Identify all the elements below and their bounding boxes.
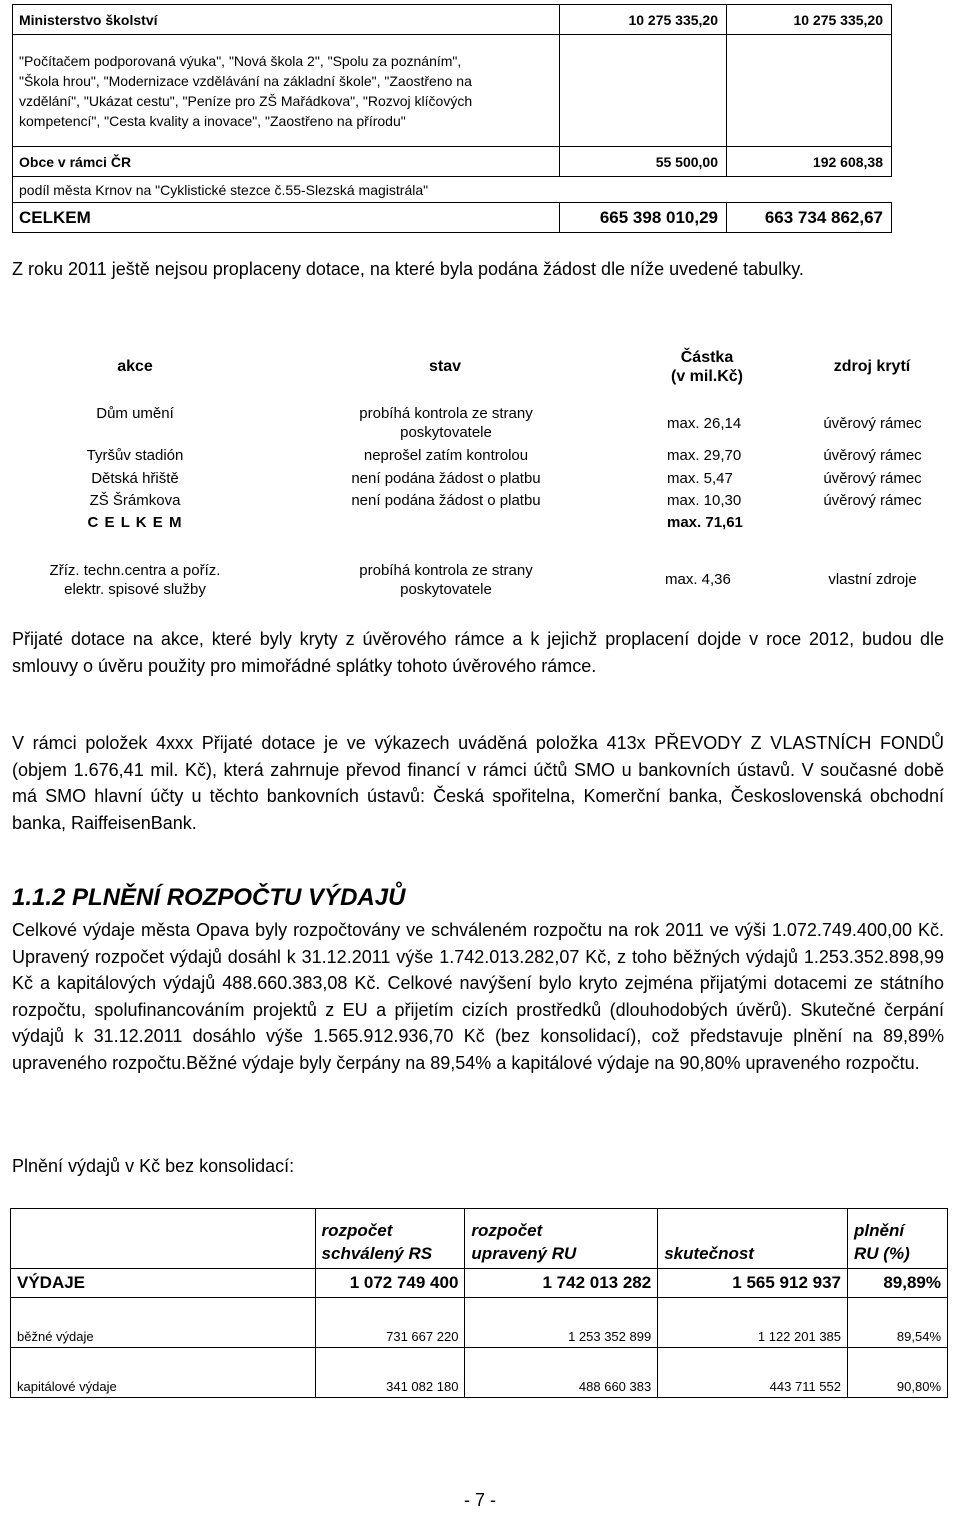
row-stav-line1: probíhá kontrola ze strany [359,405,533,422]
header-plneni-line2: RU (%) [854,1244,910,1263]
row-skutecnost: 1 122 201 385 [658,1298,848,1348]
header-empty [11,1209,316,1269]
row-akce: Dětská hřiště [91,470,179,487]
extra-akce [40,561,230,599]
page-number: - 7 - [463,1490,496,1510]
header-stav: stav [428,358,462,375]
programs-list: "Počítačem podporovaná výuka", "Nová škola 2", "Spolu za poznáním", "Škola hrou", "Modernizace vzdělávání na základní škole", "Zaostřeno na vzdělání", "Ukázat cestu", "Peníze pro ZŠ Mařádkova", "Rozvoj klíčových kompetencí", "Cesta kvality a inovace", "Zaostřeno na přírodu" [19,52,473,129]
section-heading: 1.1.2 PLNĚNÍ ROZPOČTU VÝDAJŮ [12,884,406,911]
row-upraveny: 488 660 383 [465,1348,658,1398]
row-zdroj: úvěrový rámec [823,415,922,432]
row-akce: Tyršův stadión [86,447,184,464]
extra-castka: max. 4,36 [665,571,731,588]
row-label: VÝDAJE [11,1269,316,1298]
table-row [13,35,892,147]
row-castka: max. 29,70 [667,447,742,464]
row-skutecnost: 443 711 552 [658,1348,848,1398]
extra-zdroj: vlastní zdroje [828,571,917,588]
row-castka: max. 10,30 [667,492,742,509]
extra-akce-line1: Zříz. techn.centra a poříz. [49,562,221,579]
header-upraveny-line2: upravený RU [471,1244,577,1263]
row-value-2: 192 608,38 [727,147,892,177]
table-row [11,1269,948,1298]
row-plneni: 89,54% [848,1298,948,1348]
row-castka: max. 26,14 [667,415,742,432]
row-label: běžné výdaje [11,1298,316,1348]
extra-stav [318,561,574,599]
table-caption: Plnění výdajů v Kč bez konsolidací: [12,1156,295,1176]
row-plneni: 89,89% [848,1269,948,1298]
table-row [13,203,892,233]
header-schvaleny-line1: rozpočet [321,1221,393,1240]
row-upraveny: 1 253 352 899 [465,1298,658,1348]
row-stav [318,404,574,442]
row-label: Obce v rámci ČR [13,147,560,177]
header-skutecnost [658,1209,848,1269]
extra-akce-line2: elektr. spisové služby [64,581,206,598]
row-value-1: 55 500,00 [560,147,727,177]
table-row [13,5,892,35]
header-plneni-line1: plnění [854,1221,905,1240]
expenditure-table [10,1208,948,1398]
table-row [13,177,892,203]
row-stav: není podána žádost o platbu [351,470,541,487]
row-schvaleny: 341 082 180 [315,1348,465,1398]
row-upraveny: 1 742 013 282 [465,1269,658,1298]
header-castka-line2: (v mil.Kč) [670,368,743,385]
row-label [13,35,560,147]
row-value-2 [727,35,892,147]
row-schvaleny: 731 667 220 [315,1298,465,1348]
header-row [11,1209,948,1269]
header-castka [652,348,762,386]
row-zdroj: úvěrový rámec [823,492,922,509]
table-row [11,1298,948,1348]
row-schvaleny: 1 072 749 400 [315,1269,465,1298]
header-castka-line1: Částka [680,349,734,366]
row-label: CELKEM [13,203,560,233]
total-castka: max. 71,61 [667,514,743,531]
row-value-2: 10 275 335,20 [727,5,892,35]
income-summary-table [12,4,892,233]
row-stav-line2: poskytovatele [400,424,492,441]
row-skutecnost: 1 565 912 937 [658,1269,848,1298]
row-label: Ministerstvo školství [13,5,560,35]
table-row [11,1348,948,1398]
header-zdroj: zdroj krytí [833,358,911,375]
row-zdroj: úvěrový rámec [823,470,922,487]
header-schvaleny [315,1209,465,1269]
row-akce: Dům umění [96,405,174,422]
row-castka: max. 5,47 [667,470,733,487]
extra-stav-line1: probíhá kontrola ze strany [359,562,533,579]
row-stav: neprošel zatím kontrolou [363,447,529,464]
row-akce: ZŠ Šrámkova [89,492,181,509]
intro-text: Z roku 2011 ještě nejsou proplaceny dotace, na které byla podána žádost dle níže uvedené tabulky. [12,259,804,279]
header-schvaleny-line2: schválený RS [321,1244,433,1263]
row-zdroj: úvěrový rámec [823,447,922,464]
row-value-2: 663 734 862,67 [727,203,892,233]
paragraph-credit: Přijaté dotace na akce, které byly kryty z úvěrového rámce a k jejichž proplacení dojde v roce 2012, budou dle smlouvy o úvěru použity pro mimořádné splátky tohoto úvěrového rámce. [12,629,944,676]
header-skutecnost-text: skutečnost [664,1244,754,1263]
header-upraveny [465,1209,658,1269]
row-label: podíl města Krnov na "Cyklistické stezce č.55-Slezská magistrála" [13,177,892,203]
header-upraveny-line1: rozpočet [471,1221,543,1240]
paragraph-expenditures: Celkové výdaje města Opava byly rozpočtovány ve schváleném rozpočtu na rok 2011 ve výši 1.072.749.400,00 Kč. Upravený rozpočet výdajů dosáhl k 31.12.2011 výše 1.742.013.282,07 Kč, z toho běžných výdajů 1.253.352.898,99 Kč a kapitálových výdajů 488.660.383,08 Kč. Celkové navýšení bylo kryto zejména přijatými dotacemi ze státního rozpočtu, spolufinancováním projektů z EU a přijetím cizích prostředků (dlouhodobých úvěrů). Skutečné čerpání výdajů k 31.12.2011 dosáhlo výše 1.565.912.936,70 Kč (bez konsolidací), což představuje plnění na 89,89% upraveného rozpočtu.Běžné výdaje byly čerpány na 89,54% a kapitálové výdaje na 90,80% upraveného rozpočtu. [12,920,944,1073]
row-value-1: 10 275 335,20 [560,5,727,35]
row-stav: není podána žádost o platbu [351,492,541,509]
table-row [13,147,892,177]
total-label: C E L K E M [87,514,183,531]
paragraph-transfers: V rámci položek 4xxx Přijaté dotace je ve výkazech uváděná položka 413x PŘEVODY Z VLASTNÍCH FONDŮ (objem 1.676,41 mil. Kč), která zahrnuje převod financí v rámci účtů SMO u bankovních ústavů. V současné době má SMO hlavní účty u těchto bankovních ústavů: Česká spořitelna, Komerční banka, Československá obchodní banka, RaiffeisenBank. [12,733,944,833]
row-value-1: 665 398 010,29 [560,203,727,233]
row-value-1 [560,35,727,147]
header-akce: akce [117,358,153,375]
extra-stav-line2: poskytovatele [400,581,492,598]
header-plneni [848,1209,948,1269]
row-plneni: 90,80% [848,1348,948,1398]
row-label: kapitálové výdaje [11,1348,316,1398]
